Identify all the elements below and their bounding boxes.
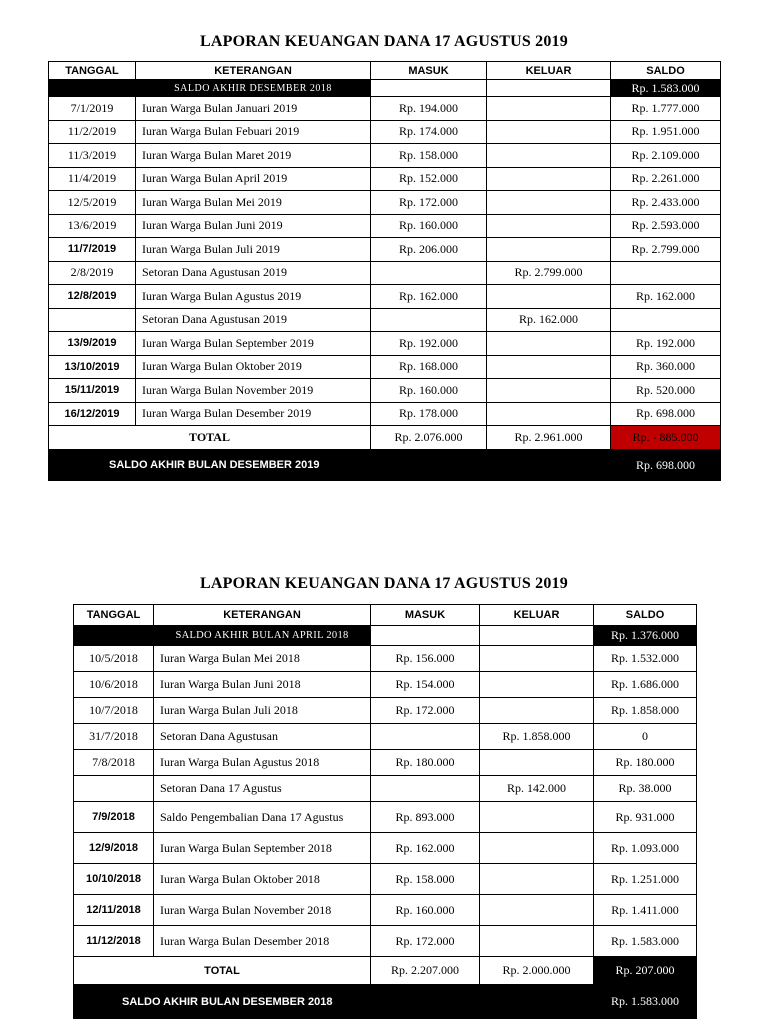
closing-balance-row xyxy=(74,985,697,1019)
description-cell: Iuran Warga Bulan Oktober 2019 xyxy=(136,355,371,379)
expense-cell xyxy=(487,332,611,356)
description-cell: Saldo Pengembalian Dana 17 Agustus xyxy=(154,802,371,833)
balance-cell: Rp. 2.593.000 xyxy=(611,214,721,238)
income-cell: Rp. 206.000 xyxy=(371,238,487,262)
date-cell: 12/8/2019 xyxy=(49,285,136,309)
description-cell: Iuran Warga Bulan Desember 2018 xyxy=(154,926,371,957)
table-row xyxy=(49,332,721,356)
date-cell: 15/11/2019 xyxy=(49,379,136,403)
description-cell: Iuran Warga Bulan Maret 2019 xyxy=(136,144,371,168)
total-label: TOTAL xyxy=(49,426,371,450)
income-cell xyxy=(371,776,480,802)
description-cell: Iuran Warga Bulan Januari 2019 xyxy=(136,97,371,121)
closing-spacer xyxy=(480,985,594,1019)
table-row xyxy=(49,261,721,285)
total-expense: Rp. 2.000.000 xyxy=(480,957,594,985)
opening-balance-row xyxy=(74,626,697,646)
description-cell: Iuran Warga Bulan April 2019 xyxy=(136,167,371,191)
balance-cell xyxy=(611,308,721,332)
balance-cell: Rp. 1.411.000 xyxy=(594,895,697,926)
table-row xyxy=(49,167,721,191)
expense-cell: Rp. 1.858.000 xyxy=(480,724,594,750)
financial-report-table xyxy=(48,61,721,481)
closing-balance-row xyxy=(49,450,721,481)
balance-cell: Rp. 2.109.000 xyxy=(611,144,721,168)
description-cell: Iuran Warga Bulan Juni 2018 xyxy=(154,672,371,698)
column-header-balance: SALDO xyxy=(594,605,697,626)
table-row xyxy=(74,724,697,750)
date-cell: 13/10/2019 xyxy=(49,355,136,379)
income-cell: Rp. 160.000 xyxy=(371,214,487,238)
income-cell: Rp. 162.000 xyxy=(371,833,480,864)
income-cell xyxy=(371,308,487,332)
description-cell: Iuran Warga Bulan Juni 2019 xyxy=(136,214,371,238)
column-header-date: TANGGAL xyxy=(49,62,136,80)
table-row xyxy=(74,750,697,776)
balance-cell: Rp. 1.951.000 xyxy=(611,120,721,144)
expense-cell: Rp. 142.000 xyxy=(480,776,594,802)
income-cell: Rp. 172.000 xyxy=(371,698,480,724)
expense-cell xyxy=(480,926,594,957)
table-row xyxy=(49,120,721,144)
description-cell: Iuran Warga Bulan November 2018 xyxy=(154,895,371,926)
expense-cell xyxy=(487,355,611,379)
table-row xyxy=(74,895,697,926)
date-cell: 12/5/2019 xyxy=(49,191,136,215)
description-cell: Iuran Warga Bulan Mei 2018 xyxy=(154,646,371,672)
table-row xyxy=(49,285,721,309)
expense-cell xyxy=(487,191,611,215)
income-cell: Rp. 160.000 xyxy=(371,895,480,926)
balance-cell: Rp. 2.261.000 xyxy=(611,167,721,191)
balance-cell: Rp. 1.686.000 xyxy=(594,672,697,698)
balance-cell: Rp. 1.583.000 xyxy=(594,926,697,957)
expense-cell: Rp. 162.000 xyxy=(487,308,611,332)
date-cell: 11/7/2019 xyxy=(49,238,136,262)
description-cell: Iuran Warga Bulan November 2019 xyxy=(136,379,371,403)
table-row xyxy=(49,308,721,332)
date-cell xyxy=(74,776,154,802)
balance-cell: Rp. 38.000 xyxy=(594,776,697,802)
balance-cell: Rp. 1.251.000 xyxy=(594,864,697,895)
financial-report-table xyxy=(73,604,697,1019)
description-cell: Setoran Dana 17 Agustus xyxy=(154,776,371,802)
table-row xyxy=(49,214,721,238)
expense-cell xyxy=(487,167,611,191)
description-cell: Iuran Warga Bulan Oktober 2018 xyxy=(154,864,371,895)
income-cell: Rp. 162.000 xyxy=(371,285,487,309)
date-cell: 13/9/2019 xyxy=(49,332,136,356)
table-row xyxy=(49,191,721,215)
column-header-date: TANGGAL xyxy=(74,605,154,626)
income-cell: Rp. 172.000 xyxy=(371,191,487,215)
total-balance: Rp. 207.000 xyxy=(594,957,697,985)
column-header-expense: KELUAR xyxy=(487,62,611,80)
balance-cell: Rp. 520.000 xyxy=(611,379,721,403)
income-cell: Rp. 174.000 xyxy=(371,120,487,144)
balance-cell: Rp. 1.777.000 xyxy=(611,97,721,121)
expense-cell xyxy=(480,802,594,833)
description-cell: Iuran Warga Bulan Mei 2019 xyxy=(136,191,371,215)
income-cell: Rp. 172.000 xyxy=(371,926,480,957)
description-cell: Setoran Dana Agustusan 2019 xyxy=(136,308,371,332)
table-row xyxy=(74,672,697,698)
income-cell: Rp. 156.000 xyxy=(371,646,480,672)
income-cell: Rp. 180.000 xyxy=(371,750,480,776)
table-row xyxy=(74,926,697,957)
description-cell: Iuran Warga Bulan September 2019 xyxy=(136,332,371,356)
total-expense: Rp. 2.961.000 xyxy=(487,426,611,450)
expense-cell xyxy=(480,750,594,776)
description-cell: Iuran Warga Bulan Agustus 2018 xyxy=(154,750,371,776)
description-cell: Setoran Dana Agustusan 2019 xyxy=(136,261,371,285)
table-row xyxy=(74,802,697,833)
expense-cell xyxy=(480,833,594,864)
header-row xyxy=(74,605,697,626)
report-title: LAPORAN KEUANGAN DANA 17 AGUSTUS 2019 xyxy=(200,575,568,592)
expense-cell xyxy=(487,285,611,309)
expense-cell xyxy=(487,214,611,238)
table-row xyxy=(74,698,697,724)
description-cell: Iuran Warga Bulan Juli 2018 xyxy=(154,698,371,724)
date-cell: 7/1/2019 xyxy=(49,97,136,121)
balance-cell: Rp. 698.000 xyxy=(611,402,721,426)
income-cell: Rp. 178.000 xyxy=(371,402,487,426)
header-row xyxy=(49,62,721,80)
balance-cell: Rp. 1.093.000 xyxy=(594,833,697,864)
income-cell: Rp. 152.000 xyxy=(371,167,487,191)
balance-cell: Rp. 192.000 xyxy=(611,332,721,356)
balance-cell: Rp. 162.000 xyxy=(611,285,721,309)
closing-balance-value: Rp. 1.583.000 xyxy=(594,985,697,1019)
date-cell: 11/4/2019 xyxy=(49,167,136,191)
report-title: LAPORAN KEUANGAN DANA 17 AGUSTUS 2019 xyxy=(200,33,568,50)
date-cell: 12/9/2018 xyxy=(74,833,154,864)
income-cell xyxy=(371,724,480,750)
date-cell: 10/7/2018 xyxy=(74,698,154,724)
income-cell: Rp. 168.000 xyxy=(371,355,487,379)
expense-cell xyxy=(487,97,611,121)
expense-cell xyxy=(487,238,611,262)
description-cell: Iuran Warga Bulan Juli 2019 xyxy=(136,238,371,262)
income-cell: Rp. 194.000 xyxy=(371,97,487,121)
date-cell: 10/10/2018 xyxy=(74,864,154,895)
column-header-description: KETERANGAN xyxy=(154,605,371,626)
table-row xyxy=(49,355,721,379)
balance-cell: Rp. 2.433.000 xyxy=(611,191,721,215)
date-cell: 7/8/2018 xyxy=(74,750,154,776)
total-row xyxy=(74,957,697,985)
description-cell: Iuran Warga Bulan September 2018 xyxy=(154,833,371,864)
income-cell: Rp. 154.000 xyxy=(371,672,480,698)
description-cell: Iuran Warga Bulan Febuari 2019 xyxy=(136,120,371,144)
date-cell: 16/12/2019 xyxy=(49,402,136,426)
opening-balance-value: Rp. 1.583.000 xyxy=(611,80,721,97)
expense-cell xyxy=(487,120,611,144)
expense-cell xyxy=(480,864,594,895)
income-cell: Rp. 192.000 xyxy=(371,332,487,356)
column-header-income: MASUK xyxy=(371,62,487,80)
expense-cell xyxy=(480,895,594,926)
income-cell: Rp. 158.000 xyxy=(371,864,480,895)
table-row xyxy=(49,402,721,426)
total-row xyxy=(49,426,721,450)
balance-cell xyxy=(611,261,721,285)
expense-cell xyxy=(487,379,611,403)
balance-cell: Rp. 180.000 xyxy=(594,750,697,776)
date-cell: 10/5/2018 xyxy=(74,646,154,672)
income-cell xyxy=(371,261,487,285)
date-cell: 10/6/2018 xyxy=(74,672,154,698)
table-row xyxy=(49,97,721,121)
balance-cell: 0 xyxy=(594,724,697,750)
table-row xyxy=(74,864,697,895)
description-cell: Iuran Warga Bulan Desember 2019 xyxy=(136,402,371,426)
income-cell: Rp. 160.000 xyxy=(371,379,487,403)
expense-cell xyxy=(487,402,611,426)
expense-cell xyxy=(480,646,594,672)
date-cell xyxy=(49,308,136,332)
table-row xyxy=(49,144,721,168)
expense-cell xyxy=(480,672,594,698)
table-row xyxy=(74,646,697,672)
table-row xyxy=(74,833,697,864)
column-header-balance: SALDO xyxy=(611,62,721,80)
closing-spacer xyxy=(487,450,611,481)
opening-balance-row xyxy=(49,80,721,97)
opening-balance-label: SALDO AKHIR BULAN APRIL 2018 xyxy=(154,626,371,646)
date-cell: 11/3/2019 xyxy=(49,144,136,168)
date-cell: 11/2/2019 xyxy=(49,120,136,144)
expense-cell xyxy=(480,698,594,724)
balance-cell: Rp. 1.532.000 xyxy=(594,646,697,672)
opening-balance-value: Rp. 1.376.000 xyxy=(594,626,697,646)
expense-cell: Rp. 2.799.000 xyxy=(487,261,611,285)
closing-balance-label: SALDO AKHIR BULAN DESEMBER 2019 xyxy=(49,450,487,481)
balance-cell: Rp. 931.000 xyxy=(594,802,697,833)
closing-balance-value: Rp. 698.000 xyxy=(611,450,721,481)
opening-balance-label: SALDO AKHIR DESEMBER 2018 xyxy=(136,80,371,97)
column-header-description: KETERANGAN xyxy=(136,62,371,80)
balance-cell: Rp. 2.799.000 xyxy=(611,238,721,262)
closing-balance-label: SALDO AKHIR BULAN DESEMBER 2018 xyxy=(74,985,480,1019)
total-label: TOTAL xyxy=(74,957,371,985)
date-cell: 11/12/2018 xyxy=(74,926,154,957)
table-row xyxy=(49,238,721,262)
income-cell: Rp. 893.000 xyxy=(371,802,480,833)
income-cell: Rp. 158.000 xyxy=(371,144,487,168)
date-cell: 7/9/2018 xyxy=(74,802,154,833)
date-cell: 13/6/2019 xyxy=(49,214,136,238)
total-income: Rp. 2.076.000 xyxy=(371,426,487,450)
balance-cell: Rp. 1.858.000 xyxy=(594,698,697,724)
balance-cell: Rp. 360.000 xyxy=(611,355,721,379)
expense-cell xyxy=(487,144,611,168)
table-row xyxy=(74,776,697,802)
date-cell: 31/7/2018 xyxy=(74,724,154,750)
date-cell: 12/11/2018 xyxy=(74,895,154,926)
table-row xyxy=(49,379,721,403)
total-income: Rp. 2.207.000 xyxy=(371,957,480,985)
description-cell: Setoran Dana Agustusan xyxy=(154,724,371,750)
column-header-income: MASUK xyxy=(371,605,480,626)
column-header-expense: KELUAR xyxy=(480,605,594,626)
description-cell: Iuran Warga Bulan Agustus 2019 xyxy=(136,285,371,309)
date-cell: 2/8/2019 xyxy=(49,261,136,285)
total-balance: Rp. - 885.000 xyxy=(611,426,721,450)
